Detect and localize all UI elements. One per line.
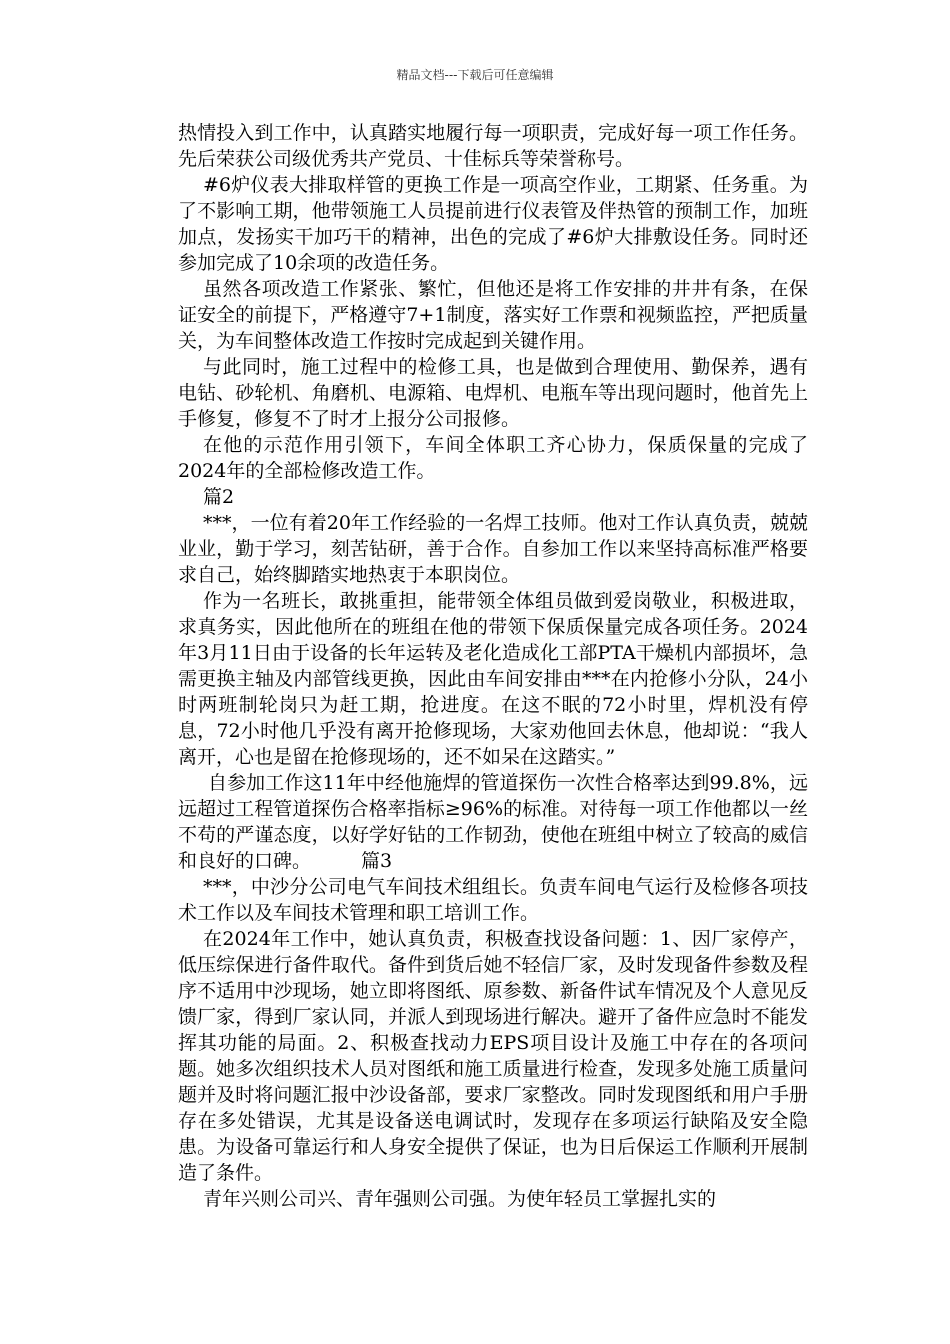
paragraph (178, 926, 808, 1186)
paragraph-text: 自参加工作这11年中经他施焊的管道探伤一次性合格率达到99.8%，远远超过工程管道探伤合格率指标≥96%的标准。对待每一项工作他都以一丝不苟的严谨态度，以好学好钻的工作韧劲，使他在班组中树立了较高的威信和良好的口碑。 (178, 772, 808, 872)
paragraph (178, 588, 808, 770)
paragraph-text: 作为一名班长，敢挑重担，能带领全体组员做到爱岗敬业，积极进取，求真务实，因此他所在的班组在他的带领下保质保量完成各项任务。2024年3月11日由于设备的长年运转及老化造成化工部PTA干燥机内部损坏，急需更换主轴及内部管线更换，因此由车间安排由***在内抢修小分队，24小时两班制轮岗只为赶工期，抢进度。在这不眠的72小时里，焊机没有停息，72小时他几乎没有离开抢修现场，大家劝他回去休息，他却说：“我人离开，心也是留在抢修现场的，还不如呆在这踏实。” (178, 590, 808, 768)
paragraph-text: #6炉仪表大排取样管的更换工作是一项高空作业，工期紧、任务重。为了不影响工期，他带领施工人员提前进行仪表管及伴热管的预制工作，加班加点，发扬实干加巧干的精神，出色的完成了#6炉大排敷设任务。同时还参加完成了10余项的改造任务。 (178, 174, 808, 274)
paragraph (178, 354, 808, 432)
paragraph (178, 770, 808, 874)
paragraph-text: 在2024年工作中，她认真负责，积极查找设备问题：1、因厂家停产，低压综保进行备件取代。备件到货后她不轻信厂家，及时发现备件参数及程序不适用中沙现场，她立即将图纸、原参数、新备件试车情况及个人意见反馈厂家，得到厂家认同，并派人到现场进行解决。避开了备件应急时不能发挥其功能的局面。2、积极查找动力EPS项目设计及施工中存在的各项问题。她多次组织技术人员对图纸和施工质量进行检查，发现多处施工质量问题并及时将问题汇报中沙设备部，要求厂家整改。同时发现图纸和用户手册存在多处错误，尤其是设备送电调试时，发现存在多项运行缺陷及安全隐患。为设备可靠运行和人身安全提供了保证，也为日后保运工作顺利开展制造了条件。 (178, 928, 808, 1184)
section-heading: 篇3 (361, 850, 393, 872)
document-body (178, 120, 808, 1212)
paragraph-text: 青年兴则公司兴、青年强则公司强。为使年轻员工掌握扎实的 (203, 1188, 717, 1210)
paragraph (178, 276, 808, 354)
paragraph (178, 874, 808, 926)
paragraph (178, 484, 808, 510)
paragraph-text: 在他的示范作用引领下，车间全体职工齐心协力，保质保量的完成了2024年的全部检修改造工作。 (178, 434, 808, 482)
paragraph-text: 篇2 (203, 486, 235, 508)
paragraph-text: 与此同时，施工过程中的检修工具，也是做到合理使用、勤保养，遇有电钻、砂轮机、角磨机、电源箱、电焊机、电瓶车等出现问题时，他首先上手修复，修复不了时才上报分公司报修。 (178, 356, 808, 430)
paragraph-text: 虽然各项改造工作紧张、繁忙，但他还是将工作安排的井井有条，在保证安全的前提下，严格遵守7+1制度，落实好工作票和视频监控，严把质量关，为车间整体改造工作按时完成起到关键作用。 (178, 278, 808, 352)
paragraph (178, 172, 808, 276)
paragraph-text: 热情投入到工作中，认真踏实地履行每一项职责，完成好每一项工作任务。先后荣获公司级优秀共产党员、十佳标兵等荣誉称号。 (178, 122, 808, 170)
paragraph (178, 1186, 808, 1212)
paragraph (178, 510, 808, 588)
page-header: 精品文档---下载后可任意编辑 (396, 68, 554, 82)
paragraph-text: ***，一位有着20年工作经验的一名焊工技师。他对工作认真负责，兢兢业业，勤于学习，刻苦钻研，善于合作。自参加工作以来坚持高标准严格要求自己，始终脚踏实地热衷于本职岗位。 (178, 512, 808, 586)
paragraph-text: ***，中沙分公司电气车间技术组组长。负责车间电气运行及检修各项技术工作以及车间技术管理和职工培训工作。 (178, 876, 808, 924)
paragraph (178, 120, 808, 172)
paragraph (178, 432, 808, 484)
